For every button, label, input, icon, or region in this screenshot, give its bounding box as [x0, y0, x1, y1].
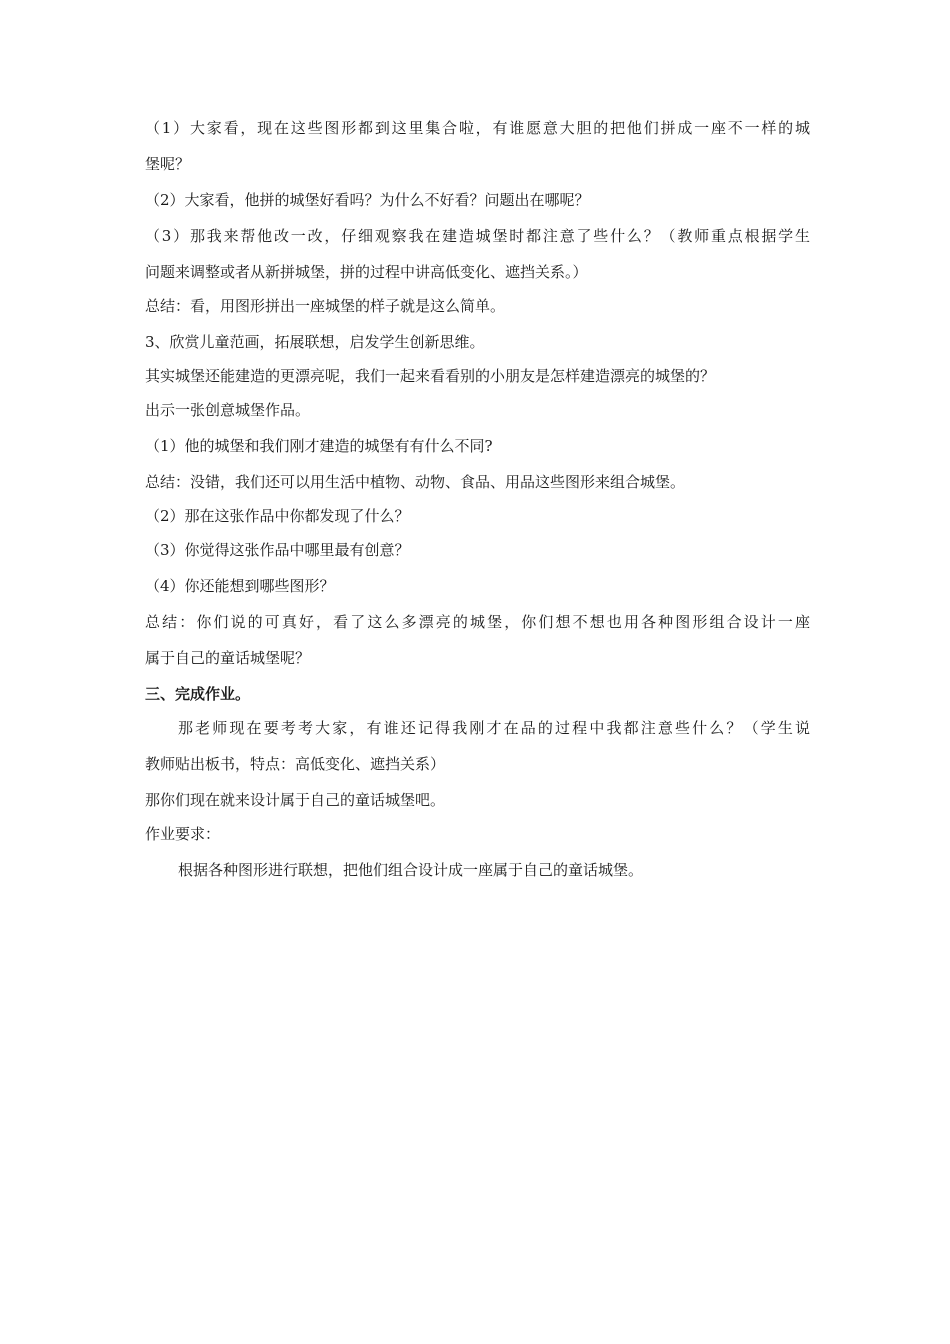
paragraph-question-2: （2）那在这张作品中你都发现了什么？ — [145, 507, 410, 525]
paragraph-show-work: 出示一张创意城堡作品。 — [145, 401, 311, 419]
paragraph-design-prompt: 那你们现在就来设计属于自己的童话城堡吧。 — [145, 791, 446, 809]
paragraph-question-1: （1）他的城堡和我们刚才建造的城堡有有什么不同? — [145, 437, 493, 455]
paragraph-step-3-line-2: 问题来调整或者从新拼城堡，拼的过程中讲高低变化、遮挡关系。） — [145, 263, 588, 281]
paragraph-homework-label: 作业要求： — [145, 825, 221, 843]
section-heading-homework: 三、完成作业。 — [145, 685, 251, 703]
paragraph-step-1-line-2: 堡呢？ — [145, 155, 191, 173]
paragraph-step-3-line-1: （3）那我来帮他改一改，仔细观察我在建造城堡时都注意了些什么？（教师重点根据学生 — [145, 227, 810, 245]
paragraph-recall-line-1: 那老师现在要考考大家，有谁还记得我刚才在品的过程中我都注意些什么？（学生说 — [178, 719, 810, 737]
paragraph-homework-requirement: 根据各种图形进行联想，把他们组合设计成一座属于自己的童话城堡。 — [178, 861, 644, 879]
paragraph-summary-1: 总结：看，用图形拼出一座城堡的样子就是这么简单。 — [145, 297, 506, 315]
paragraph-step-2: （2）大家看，他拼的城堡好看吗？为什么不好看？问题出在哪呢？ — [145, 191, 590, 209]
paragraph-summary-2: 总结：没错，我们还可以用生活中植物、动物、食品、用品这些图形来组合城堡。 — [145, 473, 686, 491]
paragraph-intro: 其实城堡还能建造的更漂亮呢，我们一起来看看别的小朋友是怎样建造漂亮的城堡的？ — [145, 367, 716, 385]
paragraph-section-3: 3、欣赏儿童范画，拓展联想，启发学生创新思维。 — [145, 333, 485, 351]
paragraph-step-1-line-1: （1）大家看，现在这些图形都到这里集合啦，有谁愿意大胆的把他们拼成一座不一样的城 — [145, 119, 810, 137]
paragraph-summary-3-line-2: 属于自己的童话城堡呢？ — [145, 649, 311, 667]
paragraph-summary-3-line-1: 总结：你们说的可真好，看了这么多漂亮的城堡，你们想不想也用各种图形组合设计一座 — [145, 613, 810, 631]
paragraph-question-4: （4）你还能想到哪些图形？ — [145, 577, 335, 595]
paragraph-question-3: （3）你觉得这张作品中哪里最有创意？ — [145, 541, 410, 559]
paragraph-recall-line-2: 教师贴出板书，特点：高低变化、遮挡关系） — [145, 755, 446, 773]
